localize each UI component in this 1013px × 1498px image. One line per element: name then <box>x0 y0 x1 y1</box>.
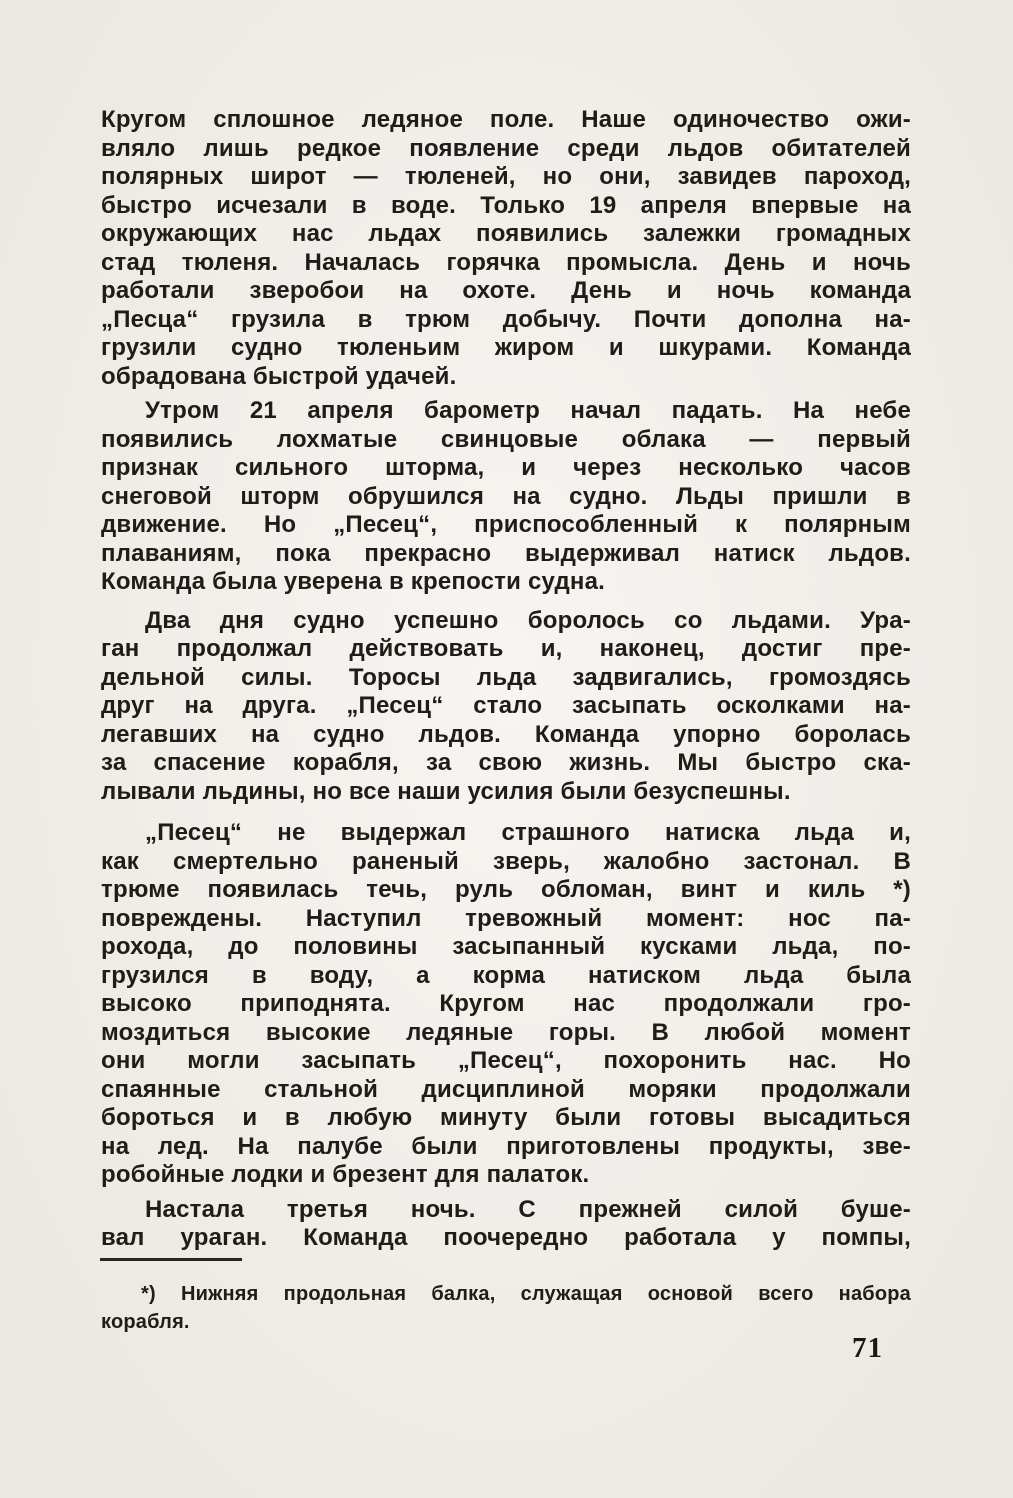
text-line: рохода, до половины засыпанный кусками льда, по- <box>101 933 911 960</box>
text-line: лывали льдины, но все наши усилия были безуспешны. <box>101 777 791 805</box>
text-line: дельной силы. Торосы льда задвигались, громоздясь <box>101 663 911 691</box>
text-line: трюме появилась течь, руль обломан, винт и киль *) <box>101 876 911 903</box>
text-line: признак сильного шторма, и через несколько часов <box>101 454 911 481</box>
text-line: как смертельно раненый зверь, жалобно застонал. В <box>101 847 911 875</box>
text-line: робойные лодки и брезент для палаток. <box>101 1161 590 1188</box>
text-line: грузили судно тюленьим жиром и шкурами. Команда <box>101 334 911 361</box>
text-line: *) Нижняя продольная балка, служащая основой всего набора <box>141 1283 911 1305</box>
text-line: моздиться высокие ледяные горы. В любой момент <box>101 1018 911 1046</box>
text-line: движение. Но „Песец“, приспособленный к полярным <box>101 511 911 538</box>
text-line: Настала третья ночь. С прежней силой буше- <box>145 1195 911 1223</box>
text-line: вляло лишь редкое появление среди льдов обитателей <box>101 134 911 162</box>
text-line: бороться и в любую минуту были готовы высадиться <box>101 1104 911 1131</box>
text-line: ган продолжал действовать и, наконец, достиг пре- <box>101 635 911 662</box>
text-line: стад тюленя. Началась горячка промысла. День и ночь <box>101 248 911 276</box>
text-line: друг на друга. „Песец“ стало засыпать осколками на- <box>101 692 911 719</box>
text-line: „Песца“ грузила в трюм добычу. Почти дополна на- <box>101 305 911 333</box>
footnote-separator <box>100 1258 242 1261</box>
text-line: быстро исчезали в воде. Только 19 апреля впервые на <box>101 191 911 219</box>
footnote <box>101 1280 911 1336</box>
text-line: легавших на судно льдов. Команда упорно боролась <box>101 720 911 748</box>
text-line: высоко приподнята. Кругом нас продолжали гро- <box>101 990 911 1017</box>
text-line: „Песец“ не выдержал страшного натиска льда и, <box>145 819 911 846</box>
text-line: грузился в воду, а корма натиском льда была <box>101 961 911 989</box>
paragraph <box>101 819 911 1190</box>
text-line: корабля. <box>101 1311 190 1333</box>
text-line: повреждены. Наступил тревожный момент: нос па- <box>101 904 911 932</box>
text-line: плаваниям, пока прекрасно выдерживал натиск льдов. <box>101 539 911 567</box>
text-line: появились лохматые свинцовые облака — первый <box>101 425 911 453</box>
text-line: Команда была уверена в крепости судна. <box>101 568 606 595</box>
text-line: они могли засыпать „Песец“, похоронить нас. Но <box>101 1047 911 1074</box>
body-text <box>101 106 911 1253</box>
text-line: за спасение корабля, за свою жизнь. Мы быстро ска- <box>101 749 911 776</box>
paragraph <box>101 607 911 807</box>
text-line: снеговой шторм обрушился на судно. Льды пришли в <box>101 482 911 510</box>
text-line: на лед. На палубе были приготовлены продукты, зве- <box>101 1132 911 1160</box>
paragraph <box>101 1196 911 1253</box>
page-number: 71 <box>852 1332 883 1364</box>
text-line: работали зверобои на охоте. День и ночь команда <box>101 277 911 304</box>
text-line: Утром 21 апреля барометр начал падать. На небе <box>145 397 911 424</box>
paragraph <box>101 397 911 597</box>
text-line: Два дня судно успешно боролось со льдами. Ура- <box>145 606 911 634</box>
text-line: Кругом сплошное ледяное поле. Наше одиночество ожи- <box>101 106 911 133</box>
text-line: вал ураган. Команда поочередно работала у помпы, <box>101 1224 911 1251</box>
text-line: спаянные стальной дисциплиной моряки продолжали <box>101 1075 911 1103</box>
text-line: окружающих нас льдах появились залежки громадных <box>101 220 911 247</box>
text-line: полярных широт — тюленей, но они, завидев пароход, <box>101 163 911 190</box>
text-line: обрадована быстрой удачей. <box>101 362 457 390</box>
paragraph <box>101 106 911 391</box>
